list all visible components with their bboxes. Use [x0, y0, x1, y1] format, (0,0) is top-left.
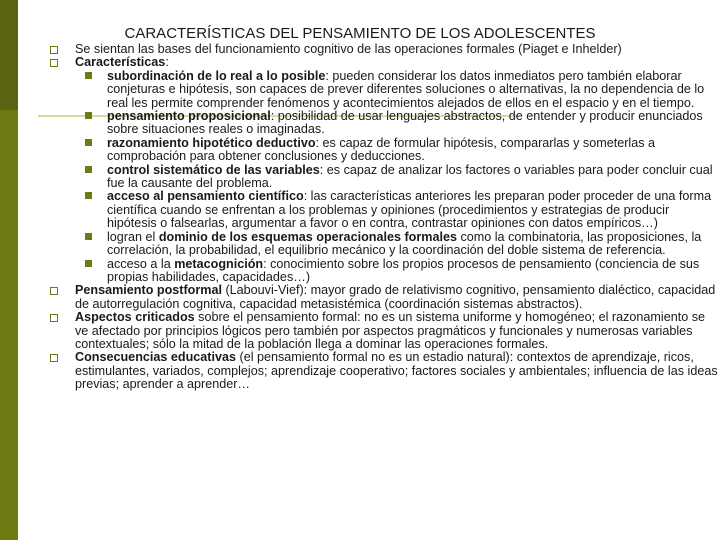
bullet-item: Aspectos criticados sobre el pensamiento formal: no es un sistema uniforme y homogéneo; el razonamiento se ve afectado por principios lógicos pero también por aspectos pragmáticos y funcionales y numerosas variables contextuales; sólo la mitad de la población llega a dominar las operaciones formales.	[50, 311, 718, 351]
filled-square-bullet-icon	[85, 233, 92, 240]
bullet-item: Consecuencias educativas (el pensamiento formal no es un estadio natural): contextos de aprendizaje, ricos, estimulantes, variados, complejos; aprendizaje cooperativo; factores sociales y ambientales; influencia de las ideas previas; aprender a aprender…	[50, 351, 718, 391]
sub-bullet-item: razonamiento hipotético deductivo: es capaz de formular hipótesis, compararlas y someterlas a comprobación para obtener conclusiones y deducciones.	[50, 137, 718, 164]
square-bullet-icon	[50, 354, 58, 362]
filled-square-bullet-icon	[85, 166, 92, 173]
square-bullet-icon	[50, 59, 58, 67]
filled-square-bullet-icon	[85, 112, 92, 119]
bullet-item: Se sientan las bases del funcionamiento cognitivo de las operaciones formales (Piaget e Inhelder)	[50, 43, 718, 56]
sub-bullet-item: acceso al pensamiento científico: las características anteriores les preparan poder proceder de una forma científica cuando se enfrentan a los problemas y opiniones (procedimientos y estrategias de producir hipótesis o falsearlas, argumentar a favor o en contra, contrastar opiniones con datos empíricos…)	[50, 190, 718, 230]
square-bullet-icon	[50, 287, 58, 295]
sub-bullet-item: logran el dominio de los esquemas operacionales formales como la combinatoria, las proposiciones, la correlación, la probabilidad, el equilibrio mecánico y la coordinación del doble sistema de referencia.	[50, 231, 718, 258]
filled-square-bullet-icon	[85, 192, 92, 199]
bullet-item: Pensamiento postformal (Labouvi-Vief): mayor grado de relativismo cognitivo, pensamiento dialéctico, capacidad de autorregulación cognitiva, capacidad metasistémica (coordinación sistemas abstractos).	[50, 284, 718, 311]
slide-title: CARACTERÍSTICAS DEL PENSAMIENTO DE LOS ADOLESCENTES	[124, 25, 596, 42]
filled-square-bullet-icon	[85, 260, 92, 267]
bullet-item: Características:	[50, 56, 718, 69]
square-bullet-icon	[50, 314, 58, 322]
sub-bullet-item: pensamiento proposicional: posibilidad de usar lenguajes abstractos, de entender y producir enunciados sobre situaciones reales o imaginadas.	[50, 110, 718, 137]
sub-bullet-item: acceso a la metacognición: conocimiento sobre los propios procesos de pensamiento (conciencia de sus propias habilidades, capacidades…)	[50, 258, 718, 285]
square-bullet-icon	[50, 46, 58, 54]
sub-bullet-item: subordinación de lo real a lo posible: pueden considerar los datos inmediatos pero también elaborar conjeturas e hipótesis, son capaces de prever diferentes soluciones o alternativas, la no dependencia de lo real les permite comprender fenómenos y acontecimientos alejados de ellos en el espacio y en el tiempo.	[50, 70, 718, 110]
sub-bullet-item: control sistemático de las variables: es capaz de analizar los factores o variables para poder concluir cual fue la causante del problema.	[50, 164, 718, 191]
left-accent-bar-top	[0, 0, 18, 110]
filled-square-bullet-icon	[85, 72, 92, 79]
slide-content	[50, 43, 718, 392]
filled-square-bullet-icon	[85, 139, 92, 146]
